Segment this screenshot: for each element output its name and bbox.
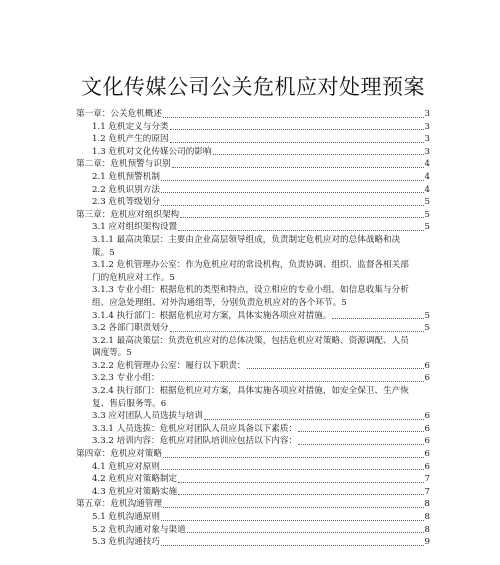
toc-entry-text-cont: 复、售后服务等。 — [92, 398, 161, 409]
toc-leader-dots — [163, 507, 424, 508]
toc-entry-text: 1.1 危机定义与分类 — [92, 121, 169, 132]
toc-page-number: 6 — [424, 360, 430, 371]
toc-entry[interactable] — [76, 372, 430, 385]
toc-entry[interactable] — [76, 196, 430, 209]
toc-entry-text-cont: 组、应急处理组、对外沟通组等，分别负责危机应对的各个环节。 — [92, 297, 342, 308]
toc-page-number: 5 — [109, 247, 115, 258]
toc-page-number: 5 — [424, 197, 430, 208]
toc-page-number: 4 — [424, 184, 430, 195]
toc-entry-text: 3.1 应对组织架构设置 — [92, 222, 178, 233]
toc-leader-dots — [161, 469, 424, 470]
toc-leader-dots — [178, 494, 423, 495]
toc-page-number: 3 — [424, 146, 430, 157]
toc-entry-text: 5.2 危机沟通对象与渠道 — [92, 524, 186, 535]
toc-entry[interactable] — [76, 435, 430, 448]
toc-entry-text: 3.1.3 专业小组：根据危机的类型和特点，设立相应的专业小组，如信息收集与分析 — [92, 285, 409, 296]
toc-entry-text: 3.3 应对团队人员选拔与培训 — [92, 411, 203, 422]
toc-entry[interactable] — [76, 423, 430, 436]
toc-entry[interactable] — [76, 184, 430, 197]
toc-entry[interactable] — [76, 536, 430, 549]
toc-entry-continuation — [92, 347, 430, 360]
toc-entry-text: 3.2.3 专业小组： — [92, 373, 160, 384]
toc-entry[interactable] — [76, 259, 430, 284]
toc-page-number: 6 — [424, 411, 430, 422]
toc-leader-dots — [178, 230, 423, 231]
toc-chapter-entry[interactable] — [76, 209, 430, 222]
toc-leader-dots — [170, 129, 424, 130]
toc-leader-dots — [213, 154, 424, 155]
toc-entry-text: 1.3 危机对文化传媒公司的影响 — [92, 146, 212, 157]
toc-entry[interactable] — [76, 511, 430, 524]
toc-entry[interactable] — [76, 461, 430, 474]
toc-page-number: 6 — [424, 436, 430, 447]
toc-page-number: 6 — [160, 398, 167, 409]
toc-page-number: 6 — [424, 373, 430, 384]
toc-entry[interactable] — [76, 171, 430, 184]
toc-leader-dots — [332, 318, 423, 319]
toc-entry-continuation — [92, 297, 430, 310]
toc-page-number: 4 — [424, 159, 430, 170]
toc-leader-dots — [161, 545, 424, 546]
toc-leader-dots — [187, 532, 424, 533]
toc-leader-dots — [247, 368, 424, 369]
toc-leader-dots — [178, 482, 423, 483]
toc-chapter-entry[interactable] — [76, 108, 430, 121]
toc-page-number: 8 — [424, 512, 430, 522]
toc-entry-text-cont: 调度等。 — [92, 348, 127, 359]
table-of-contents — [76, 108, 430, 549]
toc-page-number: 5 — [126, 348, 132, 359]
toc-leader-dots — [170, 142, 424, 143]
toc-page-number: 7 — [424, 486, 430, 497]
toc-page-number: 3 — [424, 121, 430, 132]
toc-page-number: 5 — [424, 222, 430, 233]
toc-page-number: 5 — [341, 297, 347, 308]
toc-entry-text: 2.3 危机等级划分 — [92, 197, 160, 208]
toc-entry-text: 第二章：危机预警与识别 — [76, 159, 171, 170]
toc-entry-text: 4.2 危机应对策略制定 — [92, 474, 178, 485]
toc-entry-text-cont: 策。 — [92, 247, 110, 258]
toc-entry-text: 2.1 危机预警机制 — [92, 171, 160, 182]
toc-entry-text: 第四章：危机应对策略 — [76, 449, 162, 460]
toc-leader-dots — [161, 520, 424, 521]
toc-entry[interactable] — [76, 133, 430, 146]
toc-leader-dots — [161, 180, 424, 181]
toc-entry-text: 3.2.2 危机管理办公室：履行以下职责： — [92, 360, 246, 371]
toc-entry[interactable] — [76, 486, 430, 499]
toc-entry-text: 第一章：公关危机概述 — [76, 109, 162, 119]
toc-entry-text-cont: 门的危机应对工作。 — [92, 272, 170, 283]
toc-entry[interactable] — [76, 310, 430, 323]
toc-entry-text: 3.1.1 最高决策层：主要由企业高层领导组成，负责制定危机应对的总体战略和决 — [92, 234, 401, 245]
toc-leader-dots — [298, 444, 423, 445]
toc-entry-text: 1.2 危机产生的原因 — [92, 134, 169, 145]
toc-entry-text: 3.3.2 培训内容：危机应对团队培训应包括以下内容： — [92, 436, 298, 447]
toc-leader-dots — [163, 457, 424, 458]
toc-page-number: 3 — [424, 109, 430, 119]
toc-page-number: 4 — [424, 171, 430, 182]
toc-entry[interactable] — [76, 385, 430, 410]
toc-page-number: 8 — [424, 524, 430, 535]
toc-entry[interactable] — [76, 473, 430, 486]
toc-leader-dots — [161, 192, 424, 193]
toc-entry-text: 3.3.1 人员选拔：危机应对团队人员应具备以下素质： — [92, 423, 298, 434]
toc-entry-text: 4.1 危机应对原则 — [92, 461, 160, 472]
toc-page-number: 6 — [424, 423, 430, 434]
toc-entry[interactable] — [76, 335, 430, 360]
toc-entry-text: 5.1 危机沟通原则 — [92, 512, 160, 522]
toc-leader-dots — [172, 167, 424, 168]
toc-entry[interactable] — [76, 221, 430, 234]
toc-leader-dots — [298, 431, 423, 432]
toc-page-number: 3 — [424, 134, 430, 145]
toc-page-number: 5 — [424, 323, 430, 334]
document-title: 文化传媒公司公关危机应对处理预案 — [81, 75, 425, 99]
toc-entry-text: 第五章：危机沟通管理 — [76, 499, 162, 510]
toc-page-number: 8 — [424, 499, 430, 510]
toc-leader-dots — [161, 381, 424, 382]
toc-leader-dots — [180, 217, 423, 218]
toc-entry-text: 第三章：危机应对组织架构 — [76, 209, 180, 220]
toc-entry-text: 3.2.1 最高决策层：负责危机应对的总体决策，包括危机应对策略、资源调配、人员 — [92, 335, 409, 346]
toc-page-number: 5 — [424, 209, 430, 220]
toc-entry-continuation — [92, 247, 430, 260]
toc-entry-text: 3.1.4 执行部门：根据危机应对方案，具体实施各项应对措施。 — [92, 310, 332, 321]
toc-entry[interactable] — [76, 360, 430, 373]
toc-entry[interactable] — [76, 410, 430, 423]
toc-leader-dots — [170, 331, 424, 332]
toc-page-number: 6 — [424, 461, 430, 472]
toc-page-number: 7 — [424, 474, 430, 485]
toc-entry[interactable] — [76, 284, 430, 309]
toc-leader-dots — [163, 117, 424, 118]
toc-page-number: 5 — [169, 272, 175, 283]
toc-entry[interactable] — [76, 234, 430, 259]
toc-chapter-entry[interactable] — [76, 158, 430, 171]
toc-page-number: 6 — [424, 449, 430, 460]
toc-entry[interactable] — [76, 524, 430, 537]
toc-entry-text: 3.2 各部门职责划分 — [92, 323, 169, 334]
toc-chapter-entry[interactable] — [76, 498, 430, 511]
toc-entry[interactable] — [76, 322, 430, 335]
toc-entry[interactable] — [76, 121, 430, 134]
toc-entry-continuation — [92, 398, 430, 411]
toc-entry[interactable] — [76, 146, 430, 159]
toc-page-number: 5 — [424, 310, 430, 321]
toc-page-number: 9 — [424, 537, 430, 548]
toc-entry-text: 2.2 危机识别方法 — [92, 184, 160, 195]
toc-entry-text: 3.1.2 危机管理办公室：作为危机应对的常设机构，负责协调、组织、监督各相关部 — [92, 260, 409, 271]
toc-chapter-entry[interactable] — [76, 448, 430, 461]
toc-entry-continuation — [92, 272, 430, 285]
toc-leader-dots — [161, 205, 424, 206]
toc-entry-text: 4.3 危机应对策略实施 — [92, 486, 178, 497]
toc-entry-text: 5.3 危机沟通技巧 — [92, 537, 160, 548]
toc-entry-text: 3.2.4 执行部门：根据危机应对方案，具体实施各项应对措施，如安全保卫、生产恢 — [92, 386, 409, 397]
toc-leader-dots — [204, 419, 424, 420]
